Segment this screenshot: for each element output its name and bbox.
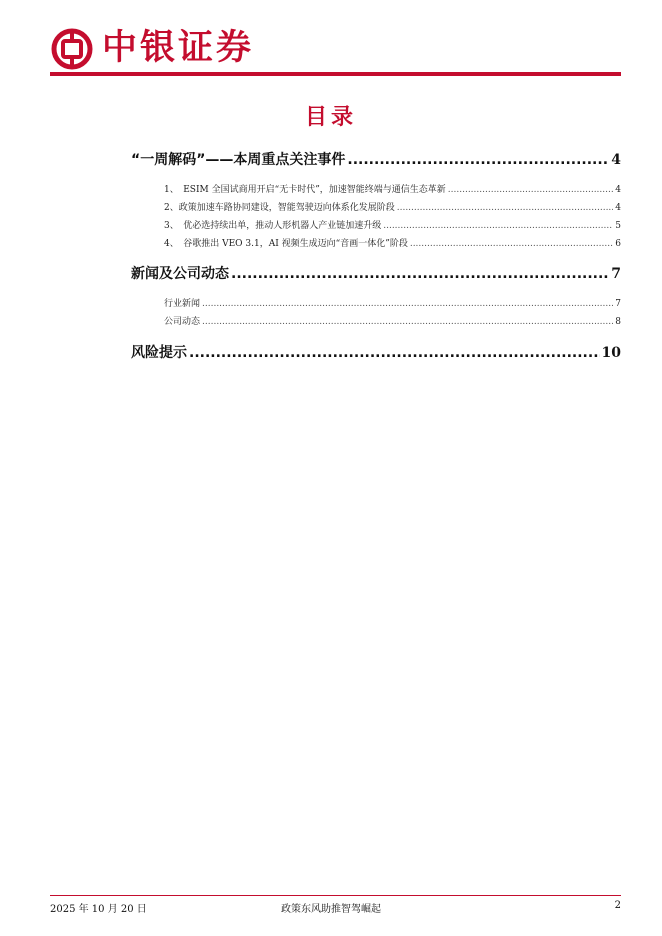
toc-item-ubtech[interactable] xyxy=(164,218,621,231)
toc-section-label: “一周解码”——本周重点关注事件 xyxy=(131,152,346,168)
toc-page-number: 4 xyxy=(611,152,621,168)
toc-item-veo[interactable] xyxy=(164,236,621,249)
toc-section-label: 风险提示 xyxy=(131,345,187,361)
toc-leader xyxy=(448,185,613,195)
toc-item-label: 1、 ESIM 全国试商用开启“无卡时代”，加速智能终端与通信生态革新 xyxy=(164,185,446,195)
footer-date: 2025 年 10 月 20 日 xyxy=(50,904,147,915)
toc-page-number: 10 xyxy=(601,345,621,361)
footer-divider xyxy=(50,895,621,896)
page-header xyxy=(0,0,662,80)
header-divider xyxy=(50,72,621,76)
toc-leader xyxy=(202,299,613,309)
toc-section-news[interactable] xyxy=(131,263,621,283)
toc-page-number: 7 xyxy=(611,266,621,282)
toc-page-number: 6 xyxy=(615,239,621,249)
toc-item-label: 2、政策加速车路协同建设，智能驾驶迈向体系化发展阶段 xyxy=(164,203,395,213)
bank-of-china-logo-icon xyxy=(50,27,94,71)
footer-report-title: 政策东风助推智驾崛起 xyxy=(281,904,381,915)
toc-section-risk[interactable] xyxy=(131,342,621,362)
toc-item-label: 公司动态 xyxy=(164,317,201,327)
toc-page-number: 7 xyxy=(615,299,621,309)
toc-item-label: 4、 谷歌推出 VEO 3.1，AI 视频生成迈向“音画一体化”阶段 xyxy=(164,239,408,249)
toc-item-vehicle-road[interactable] xyxy=(164,200,621,213)
toc-page-number: 5 xyxy=(615,221,621,231)
brand-name: 中银证券 xyxy=(102,28,255,68)
toc-item-esim[interactable] xyxy=(164,182,621,195)
toc-leader xyxy=(410,239,613,249)
toc-leader xyxy=(189,345,600,361)
toc-item-company-news[interactable] xyxy=(164,314,621,327)
toc-page-number: 4 xyxy=(615,203,621,213)
toc-page-number: 8 xyxy=(615,317,621,327)
toc-section-label: 新闻及公司动态 xyxy=(131,266,229,282)
toc-leader xyxy=(231,266,609,282)
toc-title: 目录 xyxy=(304,105,357,130)
toc-item-label: 3、 优必选持续出单，推动人形机器人产业链加速升级 xyxy=(164,221,382,231)
footer-page-number: 2 xyxy=(614,900,621,911)
toc-leader xyxy=(347,152,609,168)
toc-section-weekly-decode[interactable] xyxy=(131,149,621,169)
toc-item-industry-news[interactable] xyxy=(164,296,621,309)
toc-item-label: 行业新闻 xyxy=(164,299,201,309)
toc-leader xyxy=(202,317,613,327)
toc-page-number: 4 xyxy=(615,185,621,195)
toc-leader xyxy=(397,203,614,213)
toc-leader xyxy=(383,221,613,231)
